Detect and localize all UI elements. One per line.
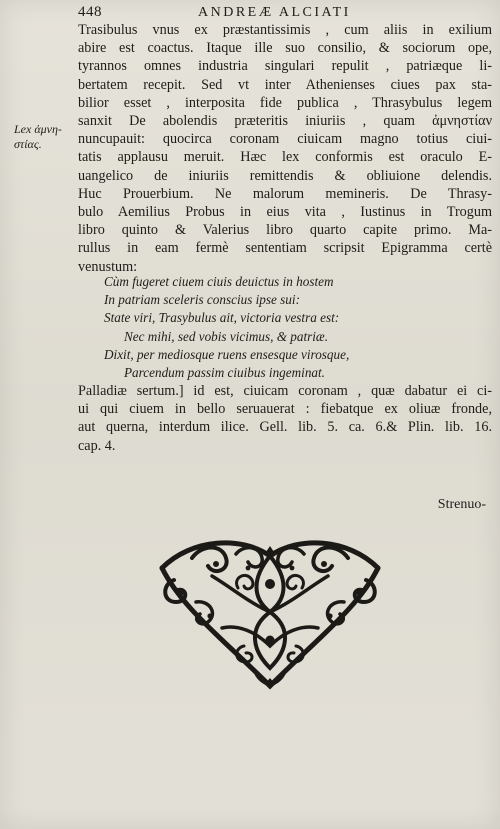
running-title: ANDREÆ ALCIATI	[198, 5, 351, 20]
verse-line: In patriam sceleris conscius ipse sui:	[104, 292, 300, 308]
verse-line: State viri, Trasybulus ait, victoria vestra est:	[104, 310, 340, 326]
text-line: sanxit De abolendis præteritis iniuriis , quam ἀμνηστίαν	[78, 113, 492, 130]
text-line: abire est coactus. Itaque ille suo consilio, & sociorum ope,	[78, 40, 492, 57]
main-text	[78, 21, 492, 276]
text-line: nuncupauit: quocirca coronam ciuicam magno totius ciui-	[78, 131, 492, 148]
verse-line: Dixit, per mediosque ruens ensesque virosque,	[104, 346, 350, 362]
text-line: Trasibulus vnus ex præstantissimis , cum aliis in exilium	[78, 22, 492, 38]
verse-line: Nec mihi, sed vobis vicimus, & patriæ.	[124, 328, 329, 344]
text-line: ui qui ciuem in bello seruauerat : fiebatque ex oliuæ fronde,	[78, 401, 492, 418]
text-line: aut querna, interdum ilice. Gell. lib. 5. ca. 6.& Plin. lib. 16.	[78, 419, 492, 436]
verse-line: Cùm fugeret ciuem ciuis deuictus in hostem	[104, 274, 334, 289]
text-line: venustum:	[78, 258, 138, 275]
arabesque-ornament-icon	[152, 528, 388, 690]
margin-note-line: Lex ἀμνη-	[14, 122, 62, 136]
page-number: 448	[78, 4, 102, 20]
text-line: bertatem recepit. Sed vt inter Athenienses ciues pax sta-	[78, 76, 492, 93]
text-line: uangelico de iniuriis remittendis & obliuione delendis.	[78, 167, 492, 184]
text-line: bulo Aemilius Probus in eius vita , Iustinus in Trogum	[78, 204, 492, 221]
text-line: Palladiæ sertum.] id est, ciuicam coronam , quæ dabatur ei ci-	[78, 383, 492, 399]
catchword: Strenuo-	[437, 497, 486, 512]
text-line: cap. 4.	[78, 437, 116, 454]
text-line: tatis applausu meruit. Hæc lex conformis est oraculo E-	[78, 149, 492, 166]
margin-note	[14, 122, 76, 152]
margin-note-line: στίας.	[14, 137, 42, 151]
text-line: bilior esset , interposita fide publica , Thrasybulus legem	[78, 94, 492, 111]
epigram	[78, 273, 492, 382]
text-line: tyrannos omnes industria singulari repulit , patriæque li-	[78, 58, 492, 75]
text-line: rullus in eam fermè sententiam scripsit Epigramma certè	[78, 240, 492, 257]
commentary	[78, 382, 492, 455]
verse-line: Parcendum passim ciuibus ingeminat.	[124, 365, 325, 381]
text-line: libro quinto & Valerius libro quarto capite primo. Ma-	[78, 222, 492, 239]
text-line: Huc Prouerbium. Ne malorum memineris. De Thrasy-	[78, 185, 492, 202]
